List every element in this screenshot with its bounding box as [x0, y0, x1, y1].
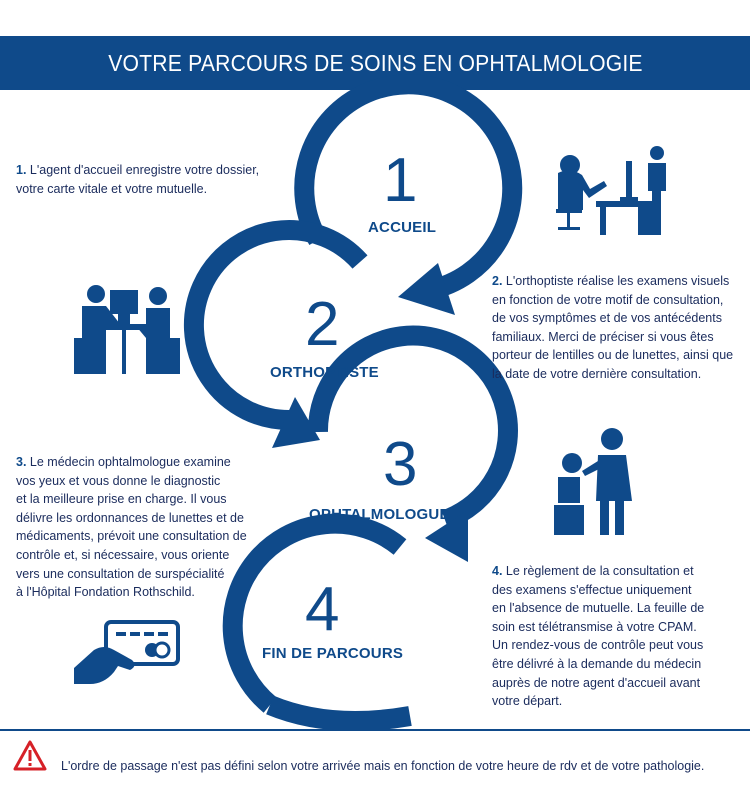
- step-2-line: porteur de lentilles ou de lunettes, ainsi que: [492, 348, 734, 363]
- page-title: VOTRE PARCOURS DE SOINS EN OPHTALMOLOGIE: [107, 49, 643, 76]
- step-2-line: familiaux. Merci de préciser si vous êtes: [492, 329, 714, 344]
- step-4-line: soin est télétransmise à votre CPAM.: [492, 619, 697, 634]
- step-2-line: en fonction de votre motif de consultation,: [492, 292, 724, 307]
- step-4-line: auprès de notre agent d'accueil avant: [492, 675, 701, 690]
- step-2-number: 2: [305, 290, 340, 359]
- step-4-prefix: 4.: [492, 564, 503, 578]
- footer-note: L'ordre de passage n'est pas défini selon votre arrivée mais en fonction de votre heure de rdv et de votre pathologie.: [61, 759, 705, 773]
- step-3-line: à l'Hôpital Fondation Rothschild.: [16, 585, 195, 600]
- step-2-description: [492, 272, 747, 384]
- arrowhead-1: [398, 263, 455, 315]
- step-4-number: 4: [305, 575, 340, 644]
- step-3-line: médicaments, prévoit une consultation de: [16, 529, 247, 544]
- step-1-number: 1: [383, 146, 418, 215]
- step-2-line: L'orthoptiste réalise les examens visuels: [505, 274, 730, 288]
- step-2-prefix: 2.: [492, 274, 503, 288]
- step-2-line: la date de votre dernière consultation.: [492, 366, 702, 381]
- doctor-examination-icon: [552, 425, 640, 537]
- step-3-label: OPHTALMOLOGUE: [309, 506, 450, 523]
- step-1-line: L'agent d'accueil enregistre votre dossier,: [29, 163, 260, 177]
- step-3-line: vos yeux et vous donne le diagnostic: [16, 473, 221, 488]
- step-4-line: en l'absence de mutuelle. La feuille de: [492, 601, 705, 616]
- reception-desk-icon: [548, 143, 678, 238]
- step-3-prefix: 3.: [16, 455, 27, 469]
- step-4-line: Le règlement de la consultation et: [505, 564, 694, 578]
- step-4-label: FIN DE PARCOURS: [262, 645, 404, 662]
- step-3-line: contrôle et, si nécessaire, vous oriente: [16, 547, 230, 562]
- step-4-description: [492, 562, 747, 711]
- step-3-line: délivre les ordonnances de lunettes et de: [16, 510, 244, 525]
- step-3-line: et la meilleure prise en charge. Il vous: [16, 492, 227, 507]
- payment-card-icon: [72, 618, 182, 688]
- step-1-prefix: 1.: [16, 163, 27, 177]
- step-3-line: vers une consultation de surspécialité: [16, 566, 225, 581]
- step-4-line: Un rendez-vous de contrôle peut vous: [492, 638, 704, 653]
- step-4-line: être délivré à la demande du médecin: [492, 656, 702, 671]
- step-3-description: [16, 453, 276, 602]
- step-4-line: des examens s'effectue uniquement: [492, 582, 692, 597]
- arrow-step-4-tail: [270, 705, 410, 721]
- step-3-number: 3: [383, 430, 418, 499]
- step-3-line: Le médecin ophtalmologue examine: [29, 455, 231, 469]
- step-4-line: votre départ.: [492, 694, 563, 709]
- step-2-label: ORTHOPTISTE: [270, 364, 379, 381]
- footer-divider: [0, 729, 750, 731]
- step-1-line: votre carte vitale et votre mutuelle.: [16, 181, 208, 196]
- step-1-description: [16, 161, 306, 198]
- eye-exam-icon: [72, 282, 184, 377]
- step-2-line: de vos symptômes et de vos antécédents: [492, 311, 722, 326]
- warning-icon: [13, 740, 47, 772]
- step-1-label: ACCUEIL: [368, 219, 437, 236]
